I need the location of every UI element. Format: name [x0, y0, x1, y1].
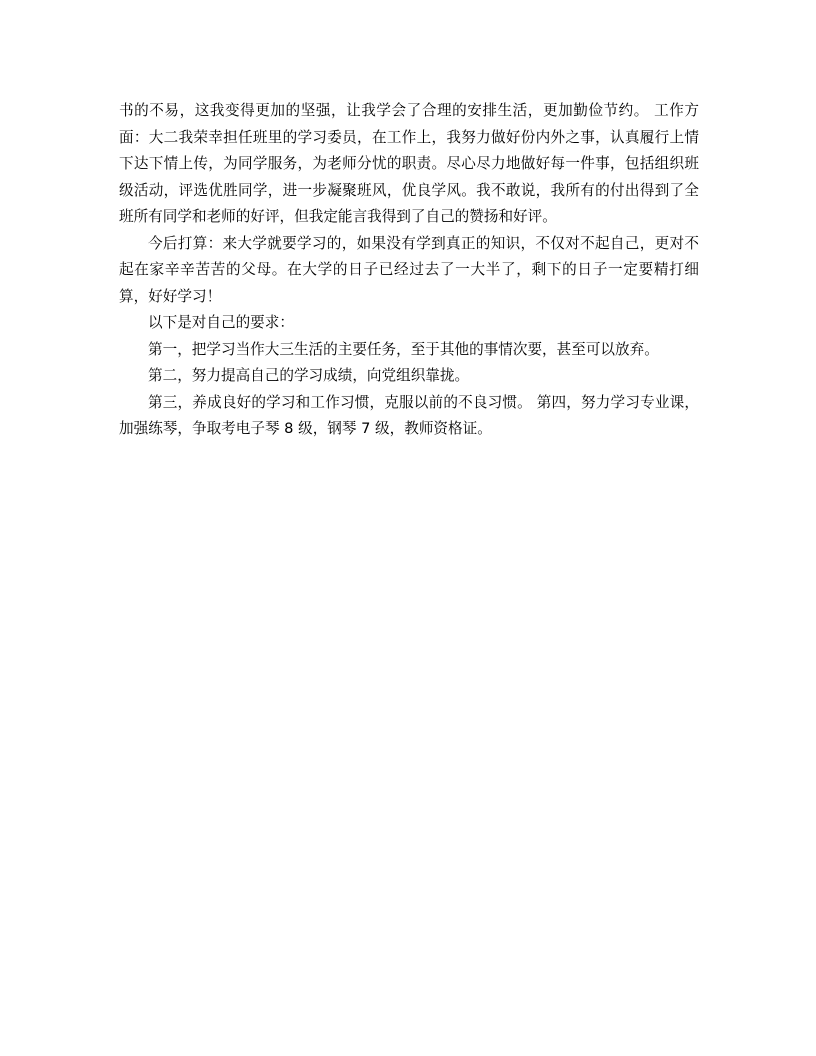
paragraph-work: 书的不易，这我变得更加的坚强，让我学会了合理的安排生活，更加勤俭节约。 工作方面：大二我荣幸担任班里的学习委员，在工作上，我努力做好份内外之事，认真履行上情下达下情上传，为同学服务，为老师分忧的职责。尽心尽力地做好每一件事，包括组织班级活动，评选优胜同学，进一步凝聚班风，优良学风。我不敢说，我所有的付出得到了全班所有同学和老师的好评，但我定能言我得到了自己的赞扬和好评。 — [119, 102, 699, 225]
paragraph-requirements-heading: 以下是对自己的要求： — [148, 314, 294, 331]
paragraph-requirement-1: 第一，把学习当作大三生活的主要任务，至于其他的事情次要，甚至可以放弃。 — [148, 340, 659, 358]
document-body — [119, 98, 699, 443]
paragraph-requirement-2: 第二，努力提高自己的学习成绩，向党组织靠拢。 — [148, 367, 470, 384]
paragraph-requirement-3-4: 第三，养成良好的学习和工作习惯，克服以前的不良习惯。 第四，努力学习专业课，加强练琴，争取考电子琴 8 级，钢琴 7 级，教师资格证。 — [119, 393, 699, 437]
paragraph-plans: 今后打算：来大学就要学习的，如果没有学到真正的知识，不仅对不起自己，更对不起在家辛辛苦苦的父母。在大学的日子已经过去了一大半了，剩下的日子一定要精打细算，好好学习！ — [119, 234, 699, 305]
